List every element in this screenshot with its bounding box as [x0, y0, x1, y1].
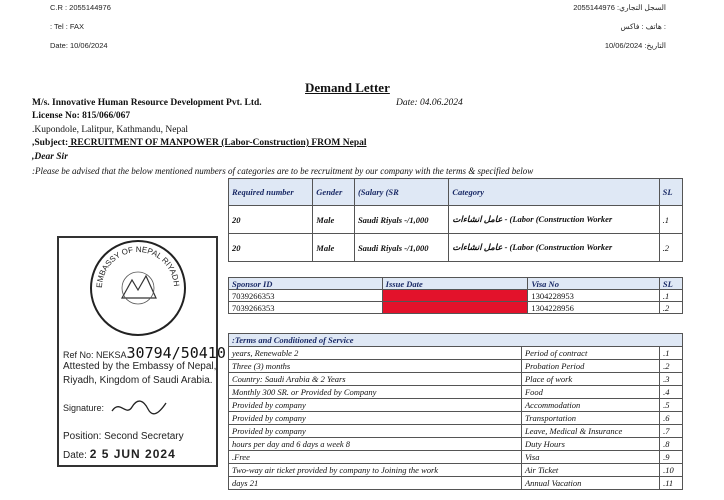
terms-row [229, 399, 683, 412]
term-label: Probation Period [521, 360, 659, 373]
visa-row [229, 290, 683, 302]
term-value: days 21 [229, 477, 522, 490]
visas-header-row [229, 278, 683, 290]
position-line [63, 431, 184, 442]
issue-date-redacted [382, 290, 528, 302]
salary: Saudi Riyals -/1,000 [354, 234, 448, 262]
terms-row [229, 412, 683, 425]
sl-number: .2 [659, 302, 682, 314]
header-gender: Gender [313, 179, 355, 206]
company-name: M/s. Innovative Human Resource Development Pvt. Ltd. [32, 98, 262, 108]
header-required-number: Required number [229, 179, 313, 206]
term-value: Three (3) months [229, 360, 522, 373]
greeting: ,Dear Sir [32, 152, 68, 162]
address: .Kupondole, Lalitpur, Kathmandu, Nepal [32, 125, 189, 135]
sl-number: .3 [660, 373, 683, 386]
cr-number-right: 2055144976 :السجل التجاري [573, 3, 666, 12]
stamp-date-label: Date: [63, 450, 87, 461]
issue-date-redacted [382, 302, 528, 314]
term-value: Provided by company [229, 399, 522, 412]
sl-number: .10 [660, 464, 683, 477]
subject-line [32, 138, 367, 148]
term-value: Provided by company [229, 425, 522, 438]
sl-number: .11 [660, 477, 683, 490]
header-issue-date: Issue Date [382, 278, 528, 290]
date-left: Date: 10/06/2024 [50, 41, 108, 50]
term-label: Duty Hours [521, 438, 659, 451]
seal-text: EMBASSY OF NEPAL RIYADH [94, 244, 182, 289]
header-sponsor-id: Sponsor ID [229, 278, 383, 290]
terms-row [229, 425, 683, 438]
term-value: Provided by company [229, 412, 522, 425]
attested-line-2: Riyadh, Kingdom of Saudi Arabia. [63, 375, 213, 386]
stamp-date-line [63, 447, 176, 461]
terms-row [229, 451, 683, 464]
ref-label: Ref No: NEKSA [63, 350, 127, 360]
sl-number: .2 [660, 360, 683, 373]
term-value: Two-way air ticket provided by company to Joining the work [229, 464, 522, 477]
category-row [229, 206, 683, 234]
embassy-seal-icon [92, 242, 184, 334]
terms-table [228, 333, 683, 490]
attested-line-1: Attested by the Embassy of Nepal, [63, 361, 217, 372]
letter-title: Demand Letter [305, 80, 390, 95]
visa-row [229, 302, 683, 314]
terms-row [229, 347, 683, 360]
visas-table [228, 277, 683, 314]
terms-row [229, 464, 683, 477]
sl-number: .4 [660, 386, 683, 399]
term-value: hours per day and 6 days a week 8 [229, 438, 522, 451]
header-visa-no: Visa No [528, 278, 660, 290]
stamp-date-value: 2 5 JUN 2024 [89, 447, 176, 461]
term-label: Air Ticket [521, 464, 659, 477]
term-label: Leave, Medical & Insurance [521, 425, 659, 438]
categories-header-row [229, 179, 683, 206]
tel-fax-left: : Tel : FAX [50, 22, 85, 31]
sl-number: .9 [660, 451, 683, 464]
terms-row [229, 373, 683, 386]
terms-row [229, 477, 683, 490]
sl-number: .1 [659, 290, 682, 302]
sl-number: .6 [660, 412, 683, 425]
visa-number: 1304228956 [528, 302, 660, 314]
header-sl: SL [659, 179, 682, 206]
term-label: Transportation [521, 412, 659, 425]
gender: Male [313, 234, 355, 262]
sl-number: .7 [660, 425, 683, 438]
stamp-ref-line [63, 344, 226, 362]
header-sl: SL [659, 278, 682, 290]
header-salary: (Salary (SR [354, 179, 448, 206]
ref-handwritten: 30794/50410 [126, 344, 226, 362]
date-right: 10/06/2024 :التاريخ [604, 41, 666, 50]
gender: Male [313, 206, 355, 234]
sl-number: .1 [660, 347, 683, 360]
terms-row [229, 360, 683, 373]
term-value: Monthly 300 SR. or Provided by Company [229, 386, 522, 399]
sponsor-id: 7039266353 [229, 302, 383, 314]
term-label: Accommodation [521, 399, 659, 412]
sl-number: .1 [659, 206, 682, 234]
term-label: Period of contract [521, 347, 659, 360]
tel-fax-right: هاتف : فاكس : [620, 22, 666, 31]
subject-label: ,Subject: [32, 138, 69, 148]
cr-number-left: C.R : 2055144976 [50, 3, 111, 12]
categories-table [228, 178, 683, 262]
terms-title-row [229, 334, 683, 347]
letter-date: Date: 04.06.2024 [396, 98, 463, 108]
salary: Saudi Riyals -/1,000 [354, 206, 448, 234]
category: عامل انشاءات - (Labor (Construction Worker [449, 206, 659, 234]
signature-mark [110, 397, 170, 424]
terms-row [229, 438, 683, 451]
sl-number: .2 [659, 234, 682, 262]
sl-number: .8 [660, 438, 683, 451]
header-category: Category [449, 179, 659, 206]
visa-number: 1304228953 [528, 290, 660, 302]
terms-row [229, 386, 683, 399]
sl-number: .5 [660, 399, 683, 412]
term-label: Place of work [521, 373, 659, 386]
embassy-seal [90, 240, 186, 336]
term-label: Visa [521, 451, 659, 464]
required-number: 20 [229, 206, 313, 234]
term-value: Country: Saudi Arabia & 2 Years [229, 373, 522, 386]
position-value: Second Secretary [104, 431, 184, 442]
intro-paragraph: :Please be advised that the below mentioned numbers of categories are to be recruitment by our company with the terms & specified below [32, 166, 534, 176]
sponsor-id: 7039266353 [229, 290, 383, 302]
position-label: Position: [63, 431, 102, 442]
subject-text: RECRUITMENT OF MANPOWER (Labor-Construction) FROM Nepal [68, 138, 367, 148]
required-number: 20 [229, 234, 313, 262]
term-value: years, Renewable 2 [229, 347, 522, 360]
term-label: Annual Vacation [521, 477, 659, 490]
license-number: License No: 815/066/067 [32, 111, 131, 121]
category: عامل انشاءات - (Labor (Construction Worker [449, 234, 659, 262]
terms-title: :Terms and Conditioned of Service [229, 334, 683, 347]
category-row [229, 234, 683, 262]
signature-label: Signature: [63, 403, 105, 413]
term-value: .Free [229, 451, 522, 464]
term-label: Food [521, 386, 659, 399]
